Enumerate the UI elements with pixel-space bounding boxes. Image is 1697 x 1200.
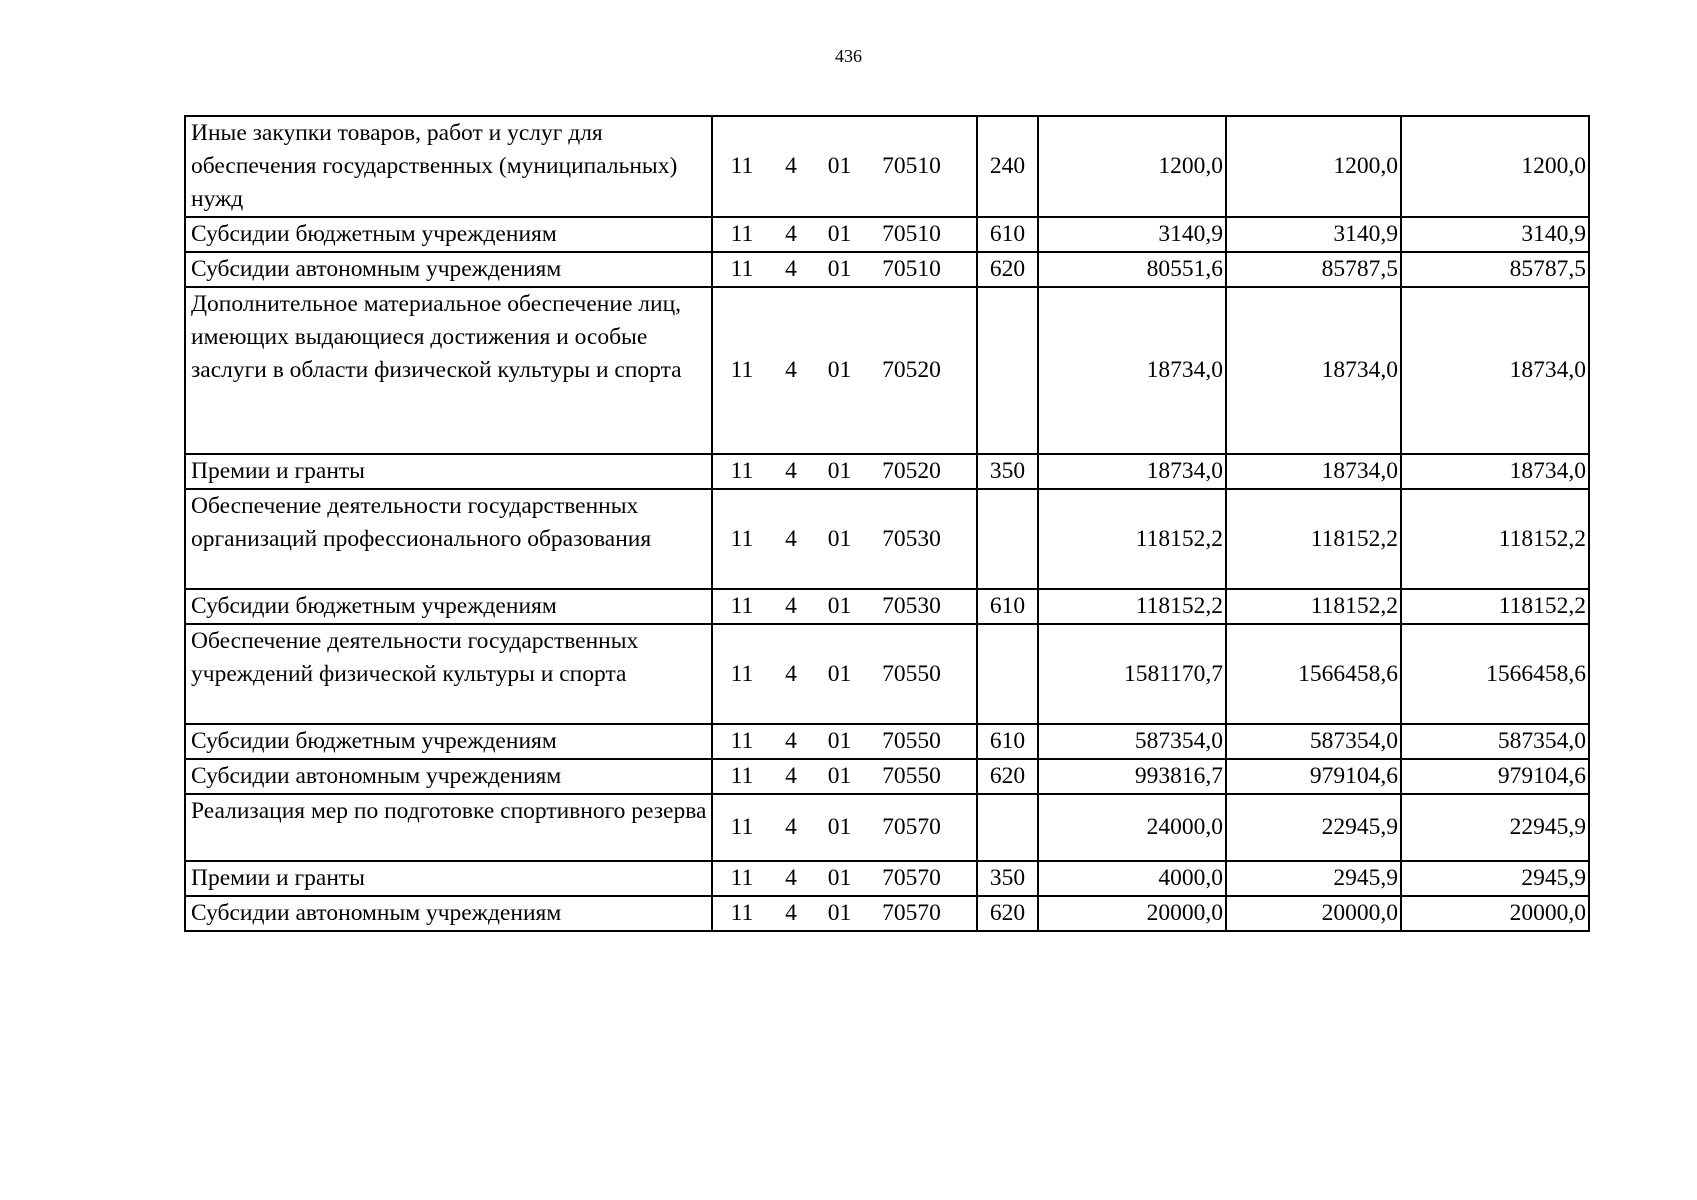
row-code-cell: [712, 724, 977, 759]
row-expense-type: 620: [977, 759, 1038, 794]
row-amount-3: 22945,9: [1401, 794, 1589, 861]
row-target-code: 70550: [882, 763, 941, 789]
row-subprogram-code: 4: [785, 814, 797, 840]
row-name: Субсидии автономным учреждениям: [185, 252, 712, 287]
row-name: Премии и гранты: [185, 454, 712, 489]
row-target-code: 70550: [882, 728, 941, 754]
row-code-cell: [712, 489, 977, 589]
row-amount-3: 20000,0: [1401, 896, 1589, 931]
row-amount-3: 979104,6: [1401, 759, 1589, 794]
row-subprogram-code: 4: [785, 357, 797, 383]
row-amount-1: 993816,7: [1038, 759, 1226, 794]
row-subprogram-code: 4: [785, 660, 797, 687]
row-amount-2: 3140,9: [1226, 217, 1401, 252]
row-section-code: 11: [730, 728, 754, 754]
row-subprogram-code: 4: [785, 865, 797, 891]
row-subprogram-code: 4: [785, 728, 797, 754]
row-amount-1: 18734,0: [1038, 287, 1226, 454]
row-code-cell: [712, 759, 977, 794]
row-amount-2: 979104,6: [1226, 759, 1401, 794]
row-section-code: 11: [730, 458, 754, 484]
row-amount-1: 118152,2: [1038, 489, 1226, 589]
row-group-code: 01: [827, 357, 852, 383]
row-expense-type: [977, 287, 1038, 454]
row-name: Обеспечение деятельности государственных учреждений физической культуры и спорта: [185, 624, 712, 724]
budget-table-body: [185, 116, 1589, 931]
row-group-code: 01: [827, 865, 852, 891]
row-code-cell: [712, 217, 977, 252]
row-amount-1: 18734,0: [1038, 454, 1226, 489]
row-expense-type: 610: [977, 217, 1038, 252]
row-group-code: 01: [827, 221, 852, 247]
row-target-code: 70510: [882, 153, 941, 179]
row-subprogram-code: 4: [785, 763, 797, 789]
row-section-code: 11: [730, 814, 754, 840]
row-target-code: 70510: [882, 256, 941, 282]
row-amount-1: 1200,0: [1038, 116, 1226, 217]
row-name: Реализация мер по подготовке спортивного резерва: [185, 794, 712, 861]
table-row: [185, 794, 1589, 861]
row-amount-2: 2945,9: [1226, 861, 1401, 896]
table-row: [185, 759, 1589, 794]
row-group-code: 01: [827, 153, 852, 179]
row-group-code: 01: [827, 763, 852, 789]
row-section-code: 11: [730, 221, 754, 247]
table-row: [185, 896, 1589, 931]
row-amount-3: 118152,2: [1401, 589, 1589, 624]
row-section-code: 11: [730, 763, 754, 789]
row-expense-type: 610: [977, 724, 1038, 759]
row-name: Субсидии бюджетным учреждениям: [185, 217, 712, 252]
table-row: [185, 287, 1589, 454]
table-row: [185, 252, 1589, 287]
table-row: [185, 454, 1589, 489]
row-amount-2: 22945,9: [1226, 794, 1401, 861]
row-subprogram-code: 4: [785, 458, 797, 484]
row-amount-3: 2945,9: [1401, 861, 1589, 896]
row-subprogram-code: 4: [785, 593, 797, 619]
row-amount-2: 1200,0: [1226, 116, 1401, 217]
row-name: Субсидии автономным учреждениям: [185, 896, 712, 931]
row-code-cell: [712, 454, 977, 489]
row-name: Обеспечение деятельности государственных организаций профессионального образования: [185, 489, 712, 589]
row-target-code: 70570: [882, 900, 941, 926]
row-expense-type: [977, 489, 1038, 589]
row-expense-type: [977, 794, 1038, 861]
row-amount-2: 18734,0: [1226, 287, 1401, 454]
row-amount-2: 20000,0: [1226, 896, 1401, 931]
row-group-code: 01: [827, 660, 852, 687]
row-code-cell: [712, 287, 977, 454]
row-expense-type: [977, 624, 1038, 724]
row-amount-2: 587354,0: [1226, 724, 1401, 759]
row-amount-3: 1566458,6: [1401, 624, 1589, 724]
row-amount-1: 587354,0: [1038, 724, 1226, 759]
row-group-code: 01: [827, 525, 852, 552]
row-expense-type: 350: [977, 861, 1038, 896]
table-row: [185, 489, 1589, 589]
table-row: [185, 724, 1589, 759]
row-target-code: 70530: [882, 525, 941, 552]
row-target-code: 70550: [882, 660, 941, 687]
row-code-cell: [712, 252, 977, 287]
row-amount-2: 18734,0: [1226, 454, 1401, 489]
row-group-code: 01: [827, 728, 852, 754]
row-expense-type: 620: [977, 252, 1038, 287]
row-amount-3: 85787,5: [1401, 252, 1589, 287]
row-target-code: 70520: [882, 458, 941, 484]
page-number: 436: [835, 46, 862, 66]
table-row: [185, 861, 1589, 896]
row-name: Субсидии автономным учреждениям: [185, 759, 712, 794]
row-amount-2: 118152,2: [1226, 489, 1401, 589]
row-amount-1: 4000,0: [1038, 861, 1226, 896]
row-section-code: 11: [730, 525, 754, 552]
row-expense-type: 610: [977, 589, 1038, 624]
row-subprogram-code: 4: [785, 900, 797, 926]
table-row: [185, 589, 1589, 624]
row-code-cell: [712, 794, 977, 861]
row-section-code: 11: [730, 593, 754, 619]
row-name: Дополнительное материальное обеспечение лиц, имеющих выдающиеся достижения и особые заслуги в области физической культуры и спорта: [185, 287, 712, 454]
row-amount-2: 85787,5: [1226, 252, 1401, 287]
row-code-cell: [712, 624, 977, 724]
row-section-code: 11: [730, 357, 754, 383]
row-target-code: 70520: [882, 357, 941, 383]
row-amount-1: 80551,6: [1038, 252, 1226, 287]
row-code-cell: [712, 861, 977, 896]
row-group-code: 01: [827, 593, 852, 619]
row-amount-1: 20000,0: [1038, 896, 1226, 931]
row-amount-3: 3140,9: [1401, 217, 1589, 252]
row-amount-1: 1581170,7: [1038, 624, 1226, 724]
row-amount-2: 1566458,6: [1226, 624, 1401, 724]
row-code-cell: [712, 116, 977, 217]
row-amount-3: 18734,0: [1401, 454, 1589, 489]
row-section-code: 11: [730, 256, 754, 282]
row-section-code: 11: [730, 900, 754, 926]
row-amount-3: 18734,0: [1401, 287, 1589, 454]
row-target-code: 70510: [882, 221, 941, 247]
row-name: Субсидии бюджетным учреждениям: [185, 724, 712, 759]
row-group-code: 01: [827, 900, 852, 926]
row-expense-type: 350: [977, 454, 1038, 489]
table-row: [185, 217, 1589, 252]
row-expense-type: 620: [977, 896, 1038, 931]
row-code-cell: [712, 896, 977, 931]
row-code-cell: [712, 589, 977, 624]
row-subprogram-code: 4: [785, 221, 797, 247]
row-section-code: 11: [730, 865, 754, 891]
row-group-code: 01: [827, 458, 852, 484]
row-expense-type: 240: [977, 116, 1038, 217]
table-row: [185, 624, 1589, 724]
row-name: Премии и гранты: [185, 861, 712, 896]
row-name: Иные закупки товаров, работ и услуг для обеспечения государственных (муниципальных) нужд: [185, 116, 712, 217]
row-amount-1: 3140,9: [1038, 217, 1226, 252]
row-group-code: 01: [827, 814, 852, 840]
row-group-code: 01: [827, 256, 852, 282]
budget-table: [184, 115, 1590, 932]
row-amount-1: 118152,2: [1038, 589, 1226, 624]
row-amount-3: 1200,0: [1401, 116, 1589, 217]
row-amount-1: 24000,0: [1038, 794, 1226, 861]
row-amount-2: 118152,2: [1226, 589, 1401, 624]
row-target-code: 70530: [882, 593, 941, 619]
row-section-code: 11: [730, 660, 754, 687]
row-amount-3: 118152,2: [1401, 489, 1589, 589]
row-subprogram-code: 4: [785, 256, 797, 282]
row-target-code: 70570: [882, 814, 941, 840]
row-amount-3: 587354,0: [1401, 724, 1589, 759]
table-row: [185, 116, 1589, 217]
row-subprogram-code: 4: [785, 525, 797, 552]
row-subprogram-code: 4: [785, 153, 797, 179]
row-section-code: 11: [730, 153, 754, 179]
row-target-code: 70570: [882, 865, 941, 891]
row-name: Субсидии бюджетным учреждениям: [185, 589, 712, 624]
